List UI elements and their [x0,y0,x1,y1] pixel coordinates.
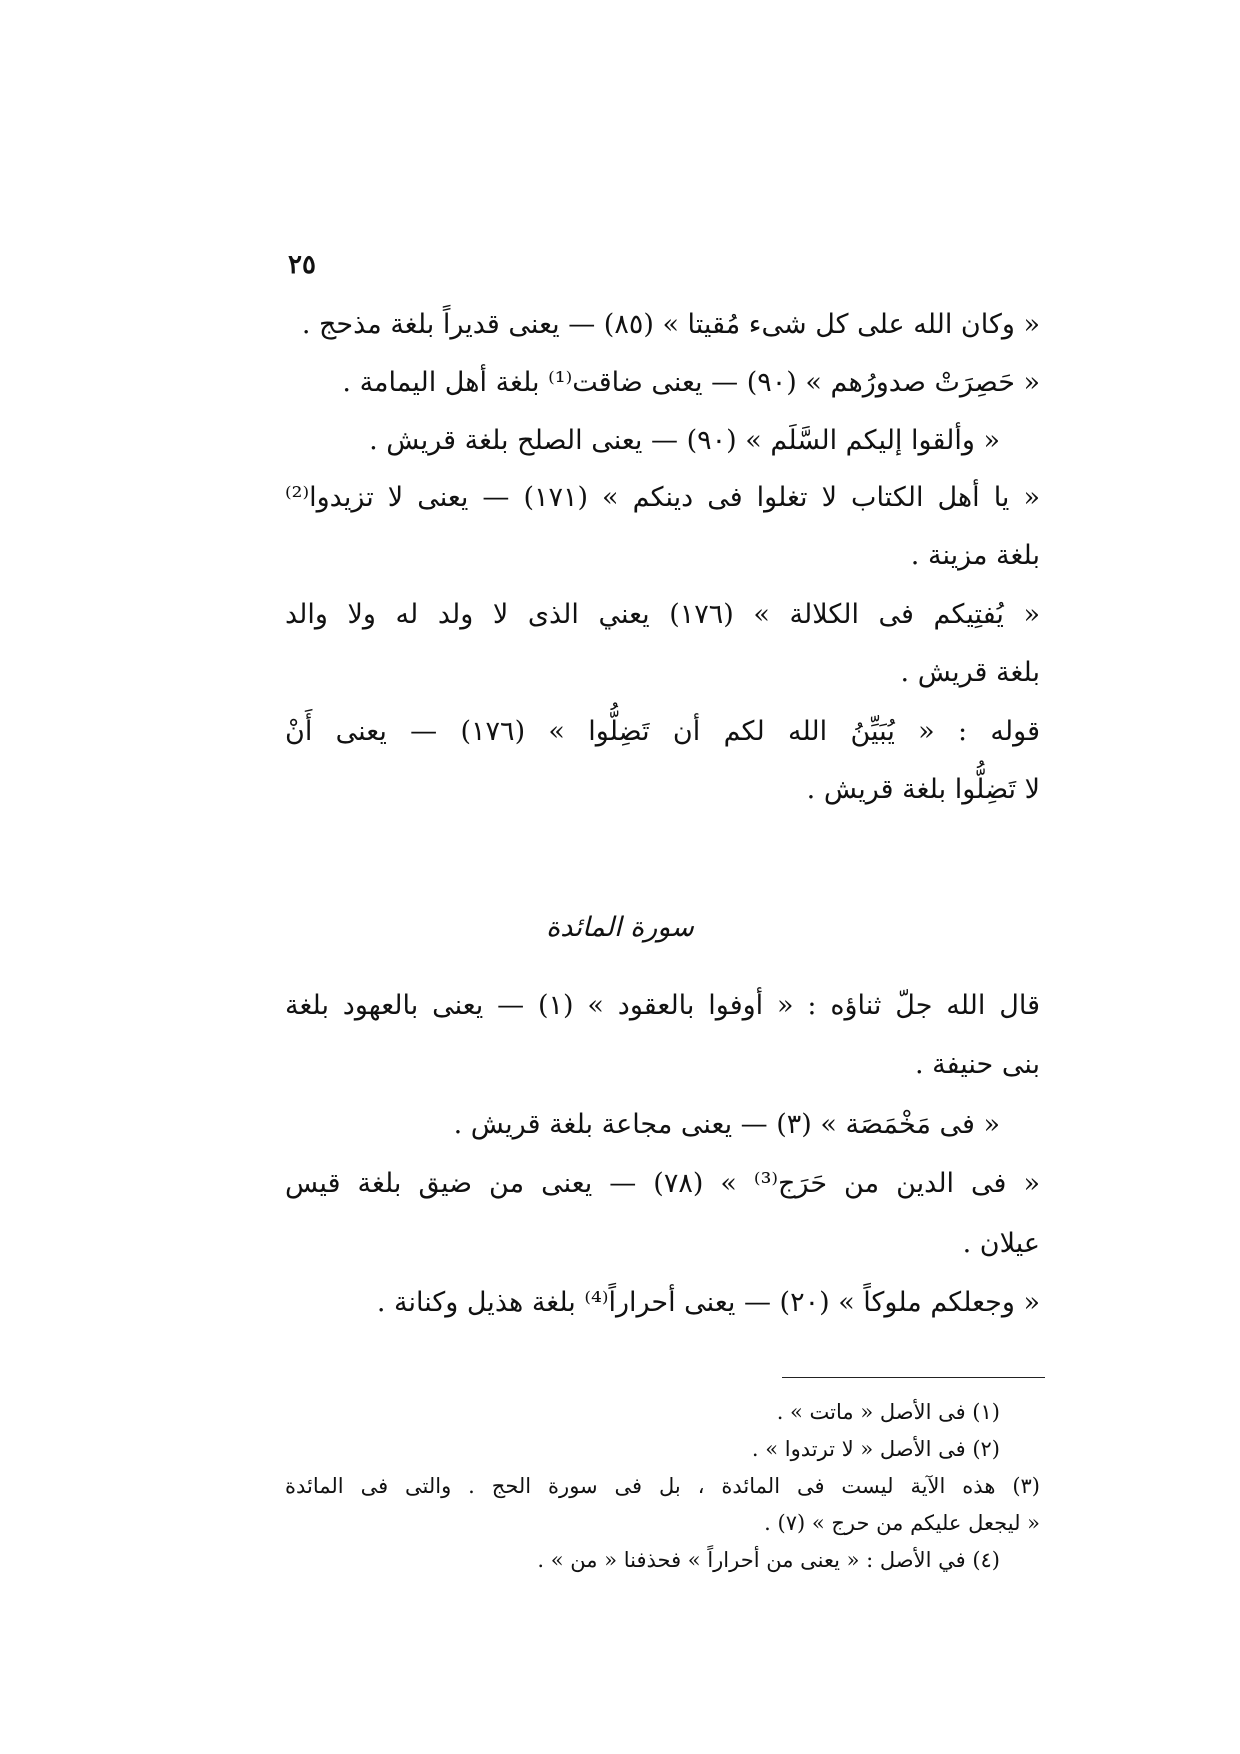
verse-line: « وجعلكم ملوكاً » (٢٠) — يعنى أحراراً⁽⁴⁾ بلغة هذيل وكنانة . [376,1287,1040,1318]
verse-line: بلغة قريش . [900,657,1040,688]
footnote-divider [782,1377,1045,1378]
section-heading: سورة المائدة [546,912,694,943]
verse-line: « فى مَخْمَصَة » (٣) — يعنى مجاعة بلغة قريش . [453,1109,1000,1140]
verse-line: « حَصِرَتْ صدورُهم » (٩٠) — يعنى ضاقت⁽¹⁾ بلغة أهل اليمامة . [342,367,1040,398]
verse-line: بلغة مزينة . [910,540,1040,571]
verse-line: « وألقوا إليكم السَّلَم » (٩٠) — يعنى الصلح بلغة قريش . [369,425,1000,456]
verse-line: لا تَضِلُّوا بلغة قريش . [806,774,1040,805]
verse-line: « فى الدين من حَرَج⁽³⁾ » (٧٨) — يعنى من ضيق بلغة قيس [285,1168,1040,1199]
verse-line: « يُفتِيكم فى الكلالة » (١٧٦) يعني الذى لا ولد له ولا والد [285,599,1040,630]
verse-line: بنى حنيفة . [914,1049,1040,1080]
footnote: (٤) في الأصل : « يعنى من أحراراً » فحذفنا « من » . [537,1548,1000,1572]
footnote: (٣) هذه الآية ليست فى المائدة ، بل فى سورة الحج . والتى فى المائدة [285,1474,1040,1498]
footnote: (٢) فى الأصل « لا ترتدوا » . [751,1437,1000,1461]
verse-line: قوله : « يُبَيِّنُ الله لكم أن تَضِلُّوا » (١٧٦) — يعنى أَنْ [285,716,1040,747]
page-number: ٢٥ [288,250,316,280]
footnote: « ليجعل عليكم من حرج » (٧) . [764,1511,1040,1535]
footnote: (١) فى الأصل « ماتت » . [776,1400,1000,1424]
verse-line: قال الله جلّ ثناؤه : « أوفوا بالعقود » (١) — يعنى بالعهود بلغة [285,990,1040,1021]
verse-line: « وكان الله على كل شىء مُقيتا » (٨٥) — يعنى قديراً بلغة مذحج . [301,309,1040,340]
verse-line: « يا أهل الكتاب لا تغلوا فى دينكم » (١٧١) — يعنى لا تزيدوا⁽²⁾ [285,482,1040,513]
verse-line: عيلان . [962,1228,1040,1259]
